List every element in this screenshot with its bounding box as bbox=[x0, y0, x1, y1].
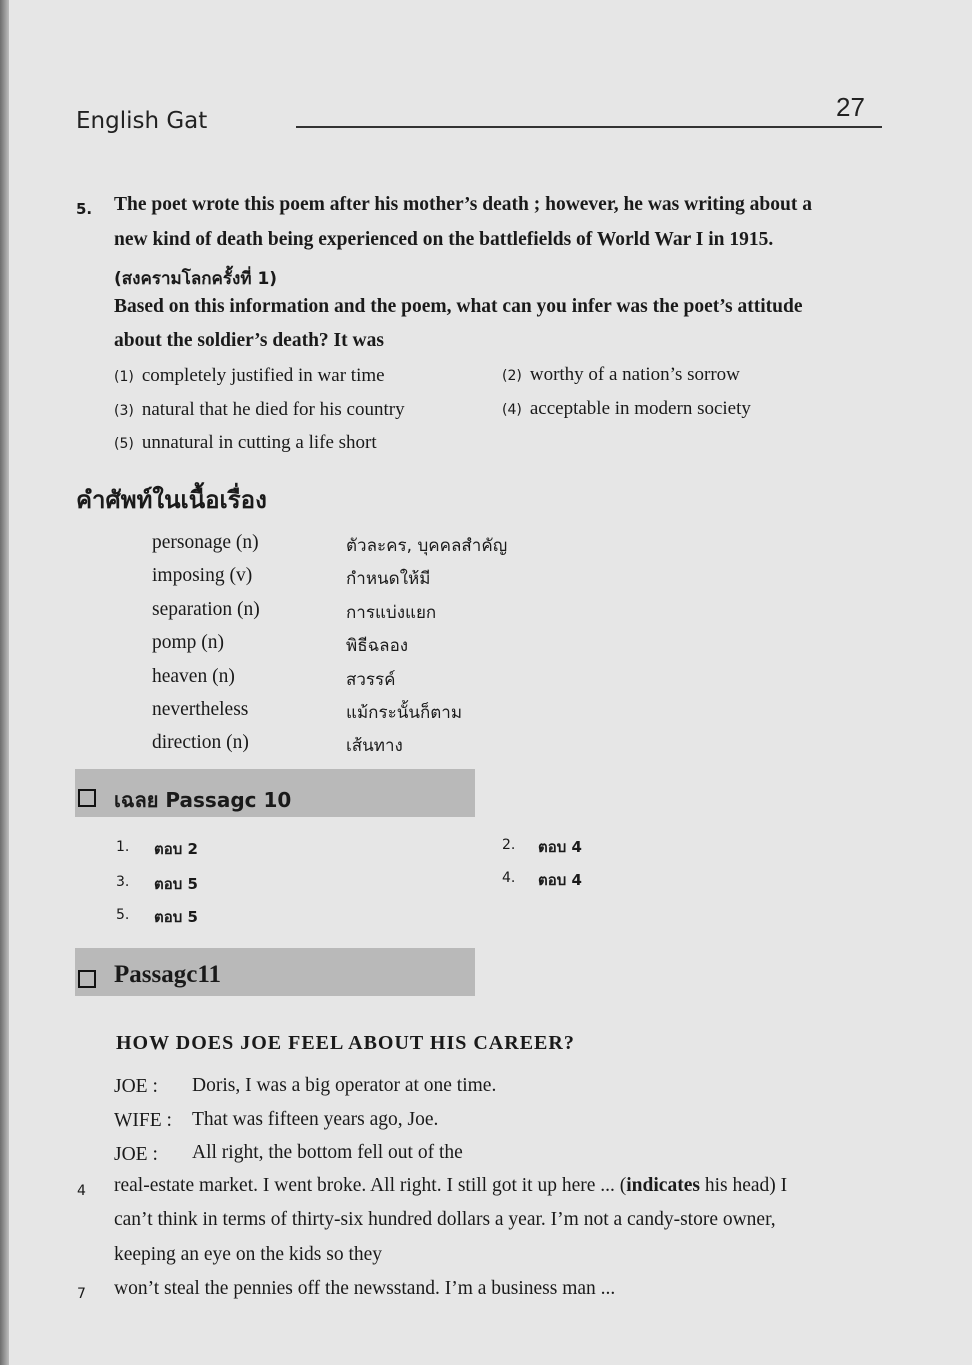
option-3 bbox=[114, 399, 405, 421]
option-number: (4) bbox=[502, 402, 522, 418]
vocab-word: separation (n) bbox=[152, 599, 260, 620]
option-number: (3) bbox=[114, 403, 134, 419]
page-left-edge bbox=[0, 0, 9, 1365]
answer-text: ตอบ 5 bbox=[154, 875, 198, 893]
option-number: (5) bbox=[114, 436, 134, 452]
option-1 bbox=[114, 365, 385, 387]
vocabulary-heading: คำศัพท์ในเนื้อเรื่อง bbox=[76, 486, 267, 514]
vocab-translation: แม้กระนั้นก็ตาม bbox=[346, 703, 463, 723]
dialogue-speaker: JOE : bbox=[114, 1144, 158, 1165]
answer-number: 4. bbox=[502, 870, 516, 886]
checkbox-icon bbox=[78, 789, 96, 807]
answer-number: 3. bbox=[116, 874, 130, 890]
vocab-translation: กำหนดให้มี bbox=[346, 569, 431, 589]
option-2 bbox=[502, 364, 740, 386]
vocab-word: direction (n) bbox=[152, 732, 249, 753]
header-rule bbox=[296, 126, 882, 128]
option-text: natural that he died for his country bbox=[141, 399, 405, 420]
page-number: 27 bbox=[836, 92, 865, 122]
option-text: acceptable in modern society bbox=[529, 398, 751, 419]
dialogue-line: Doris, I was a big operator at one time. bbox=[192, 1075, 497, 1096]
vocab-word: personage (n) bbox=[152, 532, 259, 553]
option-number: (2) bbox=[502, 368, 522, 384]
book-title: English Gat bbox=[76, 108, 208, 134]
answers-section-title: เฉลย Passagc 10 bbox=[114, 788, 292, 812]
dialogue-speaker: WIFE : bbox=[114, 1110, 172, 1131]
checkbox-icon bbox=[78, 970, 96, 988]
vocab-translation: เส้นทาง bbox=[346, 736, 403, 756]
dialogue-line: That was fifteen years ago, Joe. bbox=[192, 1109, 439, 1130]
question-number: 5. bbox=[76, 200, 93, 218]
option-5 bbox=[114, 432, 377, 454]
option-number: (1) bbox=[114, 369, 134, 385]
dialogue-speaker: JOE : bbox=[114, 1076, 158, 1097]
passage-text: his head) I bbox=[699, 1175, 788, 1196]
line-number: 4 bbox=[77, 1183, 86, 1199]
answer-text: ตอบ 5 bbox=[154, 908, 198, 926]
dialogue-line: All right, the bottom fell out of the bbox=[192, 1142, 463, 1163]
answer-text: ตอบ 2 bbox=[154, 840, 198, 858]
question-text-line-2: new kind of death being experienced on the battlefields of World War I in 1915. bbox=[114, 229, 774, 250]
answer-number: 5. bbox=[116, 907, 130, 923]
option-text: completely justified in war time bbox=[141, 365, 385, 386]
answer-number: 2. bbox=[502, 837, 516, 853]
passage-heading: HOW DOES JOE FEEL ABOUT HIS CAREER? bbox=[116, 1032, 575, 1054]
passage-line-4 bbox=[114, 1175, 787, 1197]
option-text: unnatural in cutting a life short bbox=[141, 432, 377, 453]
vocab-word: heaven (n) bbox=[152, 666, 235, 687]
passage-text: real-estate market. I went broke. All right. I still got it up here ... ( bbox=[114, 1175, 627, 1196]
vocab-word: nevertheless bbox=[152, 699, 249, 720]
answer-text: ตอบ 4 bbox=[538, 838, 582, 856]
question-text-line-4: Based on this information and the poem, what can you infer was the poet’s attitude bbox=[114, 296, 803, 317]
passage-line-6: keeping an eye on the kids so they bbox=[114, 1244, 383, 1265]
option-4 bbox=[502, 398, 751, 420]
vocab-translation: การแบ่งแยก bbox=[346, 603, 437, 623]
vocab-word: pomp (n) bbox=[152, 632, 225, 653]
question-text-line-1: The poet wrote this poem after his mother’s death ; however, he was writing about a bbox=[114, 194, 812, 215]
passage-line-7: won’t steal the pennies off the newsstand. I’m a business man ... bbox=[114, 1278, 616, 1299]
vocab-translation: สวรรค์ bbox=[346, 670, 396, 690]
vocab-word: imposing (v) bbox=[152, 565, 253, 586]
question-text-line-3: (สงครามโลกครั้งที่ 1) bbox=[114, 269, 278, 289]
passage-section-title: Passagc11 bbox=[114, 961, 221, 988]
answer-number: 1. bbox=[116, 839, 130, 855]
passage-line-5: can’t think in terms of thirty-six hundred dollars a year. I’m not a candy-store owner, bbox=[114, 1209, 776, 1230]
option-text: worthy of a nation’s sorrow bbox=[529, 364, 740, 385]
question-text-line-5: about the soldier’s death? It was bbox=[114, 330, 384, 351]
passage-emphasis: indicates bbox=[626, 1175, 700, 1196]
line-number: 7 bbox=[77, 1286, 86, 1302]
vocab-translation: ตัวละคร, บุคคลสำคัญ bbox=[346, 536, 508, 556]
answer-text: ตอบ 4 bbox=[538, 871, 582, 889]
vocab-translation: พิธีฉลอง bbox=[346, 636, 409, 656]
